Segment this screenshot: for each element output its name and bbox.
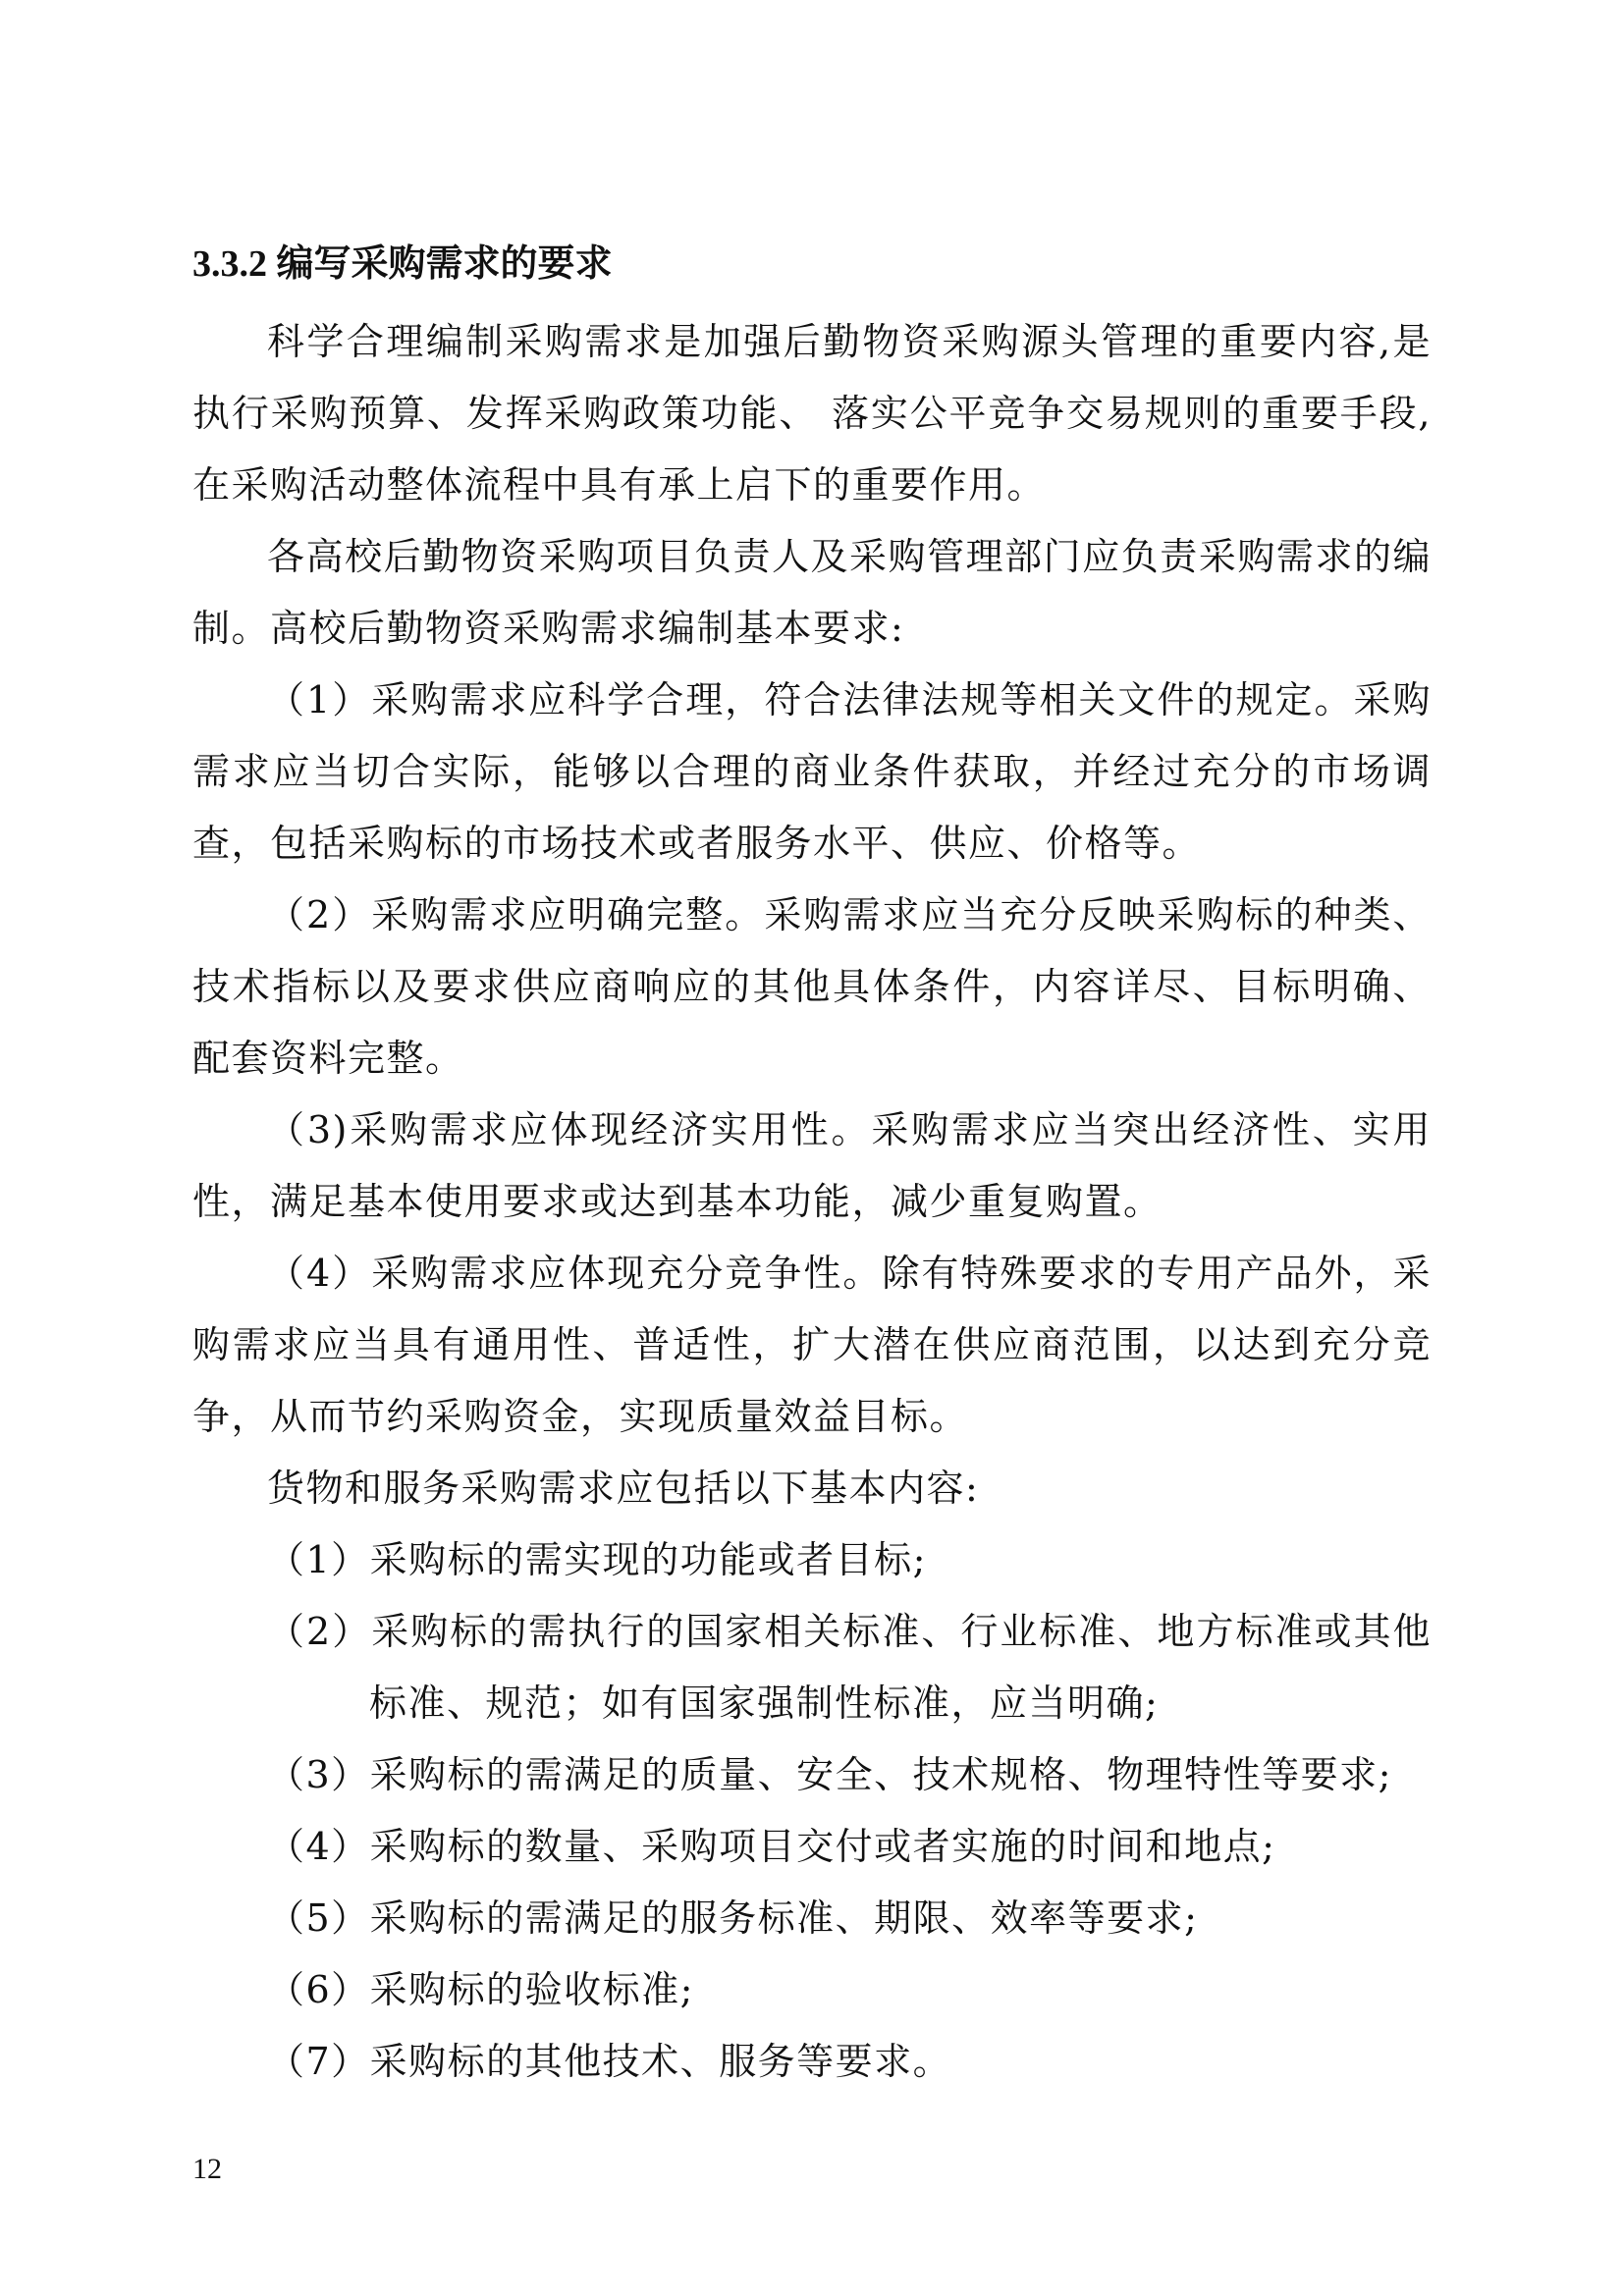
page-number: 12 [192, 2153, 222, 2185]
paragraph-content-intro: 货物和服务采购需求应包括以下基本内容: [267, 1467, 980, 1510]
list-item: （2）采购标的需执行的国家相关标准、行业标准、地方标准或其他标准、规范；如有国家强制性标准，应当明确; [267, 1610, 1432, 1725]
paragraph-requirement-2: （2）采购需求应明确完整。采购需求应当充分反映采购标的种类、技术指标以及要求供应商响应的其他具体条件，内容详尽、目标明确、配套资料完整。 [192, 893, 1432, 1080]
body-text [192, 306, 1432, 2098]
section-heading: 3.3.2 编写采购需求的要求 [192, 243, 613, 285]
paragraph-responsibility: 各高校后勤物资采购项目负责人及采购管理部门应负责采购需求的编制。高校后勤物资采购需求编制基本要求: [192, 535, 1432, 650]
list-item: （7）采购标的其他技术、服务等要求。 [267, 2040, 952, 2083]
paragraph-requirement-4: （4）采购需求应体现充分竞争性。除有特殊要求的专用产品外，采购需求应当具有通用性、普适性，扩大潜在供应商范围，以达到充分竞争，从而节约采购资金，实现质量效益目标。 [192, 1252, 1432, 1438]
list-item: （3）采购标的需满足的质量、安全、技术规格、物理特性等要求; [267, 1753, 1392, 1796]
paragraph-requirement-1: （1）采购需求应科学合理，符合法律法规等相关文件的规定。采购需求应当切合实际，能够以合理的商业条件获取，并经过充分的市场调查，包括采购标的市场技术或者服务水平、供应、价格等。 [192, 678, 1432, 865]
content-item-list [192, 1524, 1432, 2098]
paragraph-requirement-3: （3)采购需求应体现经济实用性。采购需求应当突出经济性、实用性，满足基本使用要求或达到基本功能，减少重复购置。 [192, 1108, 1432, 1223]
list-item: （4）采购标的数量、采购项目交付或者实施的时间和地点; [267, 1825, 1276, 1868]
list-item: （6）采购标的验收标准; [267, 1968, 694, 2011]
paragraph-intro: 科学合理编制采购需求是加强后勤物资采购源头管理的重要内容,是执行采购预算、发挥采购政策功能、 落实公平竞争交易规则的重要手段,在采购活动整体流程中具有承上启下的重要作用。 [192, 320, 1432, 507]
list-item: （5）采购标的需满足的服务标准、期限、效率等要求; [267, 1896, 1199, 1940]
list-item: （1）采购标的需实现的功能或者目标; [267, 1538, 927, 1581]
